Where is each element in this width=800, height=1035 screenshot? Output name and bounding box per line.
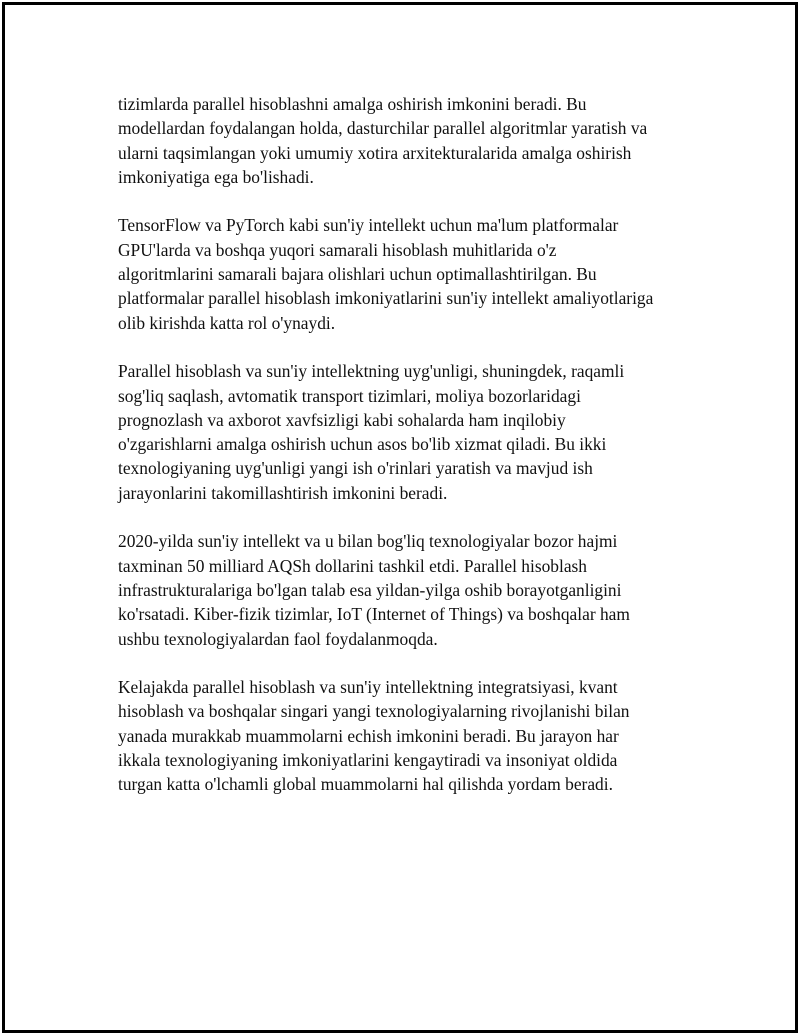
text-line: GPU'larda va boshqa yuqori samarali hisoblash muhitlarida o'z [118,239,557,260]
text-line: tizimlarda parallel hisoblashni amalga oshirish imkonini beradi. Bu [118,94,587,114]
paragraph-1 [118,92,698,189]
text-line: jarayonlarini takomillashtirish imkonini beradi. [118,482,448,503]
text-line: ko'rsatadi. Kiber-fizik tizimlar, IoT (Internet of Things) va boshqalar ham [118,604,630,625]
text-line: ushbu texnologiyalardan faol foydalanmoqda. [118,628,438,649]
text-line: Parallel hisoblash va sun'iy intellektning uyg'unligi, shuningdek, raqamli [118,361,625,382]
paragraph-2 [118,213,698,334]
text-line: taxminan 50 milliard AQSh dollarini tashkil etdi. Parallel hisoblash [118,555,588,576]
text-line: prognozlash va axborot xavfsizligi kabi sohalarda ham inqilobiy [118,409,566,430]
text-line: turgan katta o'lchamli global muammolarni hal qilishda yordam beradi. [118,774,613,795]
text-line: hisoblash va boshqalar singari yangi texnologiyalarning rivojlanishi bilan [118,701,630,722]
text-line: infrastrukturalariga bo'lgan talab esa yildan-yilga oshib borayotganligini [118,579,622,600]
paragraph-3 [118,359,698,505]
text-line: ularni taqsimlangan yoki umumiy xotira arxitekturalarida amalga oshirish [118,142,632,163]
text-line: texnologiyaning uyg'unligi yangi ish o'rinlari yaratish va mavjud ish [118,458,593,479]
text-line: 2020-yilda sun'iy intellekt va u bilan bog'liq texnologiyalar bozor hajmi [118,531,618,552]
text-line: ikkala texnologiyaning imkoniyatlarini kengaytiradi va insoniyat oldida [118,750,618,771]
text-line: o'zgarishlarni amalga oshirish uchun asos bo'lib xizmat qiladi. Bu ikki [118,434,607,455]
paragraph-5 [118,675,698,796]
text-line: algoritmlarini samarali bajara olishlari uchun optimallashtirilgan. Bu [118,264,597,285]
text-line: Kelajakda parallel hisoblash va sun'iy intellektning integratsiyasi, kvant [118,677,618,698]
text-line: imkoniyatiga ega bo'lishadi. [118,166,314,187]
text-line: TensorFlow va PyTorch kabi sun'iy intellekt uchun ma'lum platformalar [118,215,619,236]
text-line: yanada murakkab muammolarni echish imkonini beradi. Bu jarayon har [118,725,619,746]
document-body [118,92,698,821]
paragraph-4 [118,529,698,650]
text-line: olib kirishda katta rol o'ynaydi. [118,312,336,333]
text-line: modellardan foydalangan holda, dasturchilar parallel algoritmlar yaratish va [118,118,648,139]
text-line: sog'liq saqlash, avtomatik transport tizimlari, moliya bozorlaridagi [118,385,581,406]
text-line: platformalar parallel hisoblash imkoniyatlarini sun'iy intellekt amaliyotlariga [118,288,654,309]
